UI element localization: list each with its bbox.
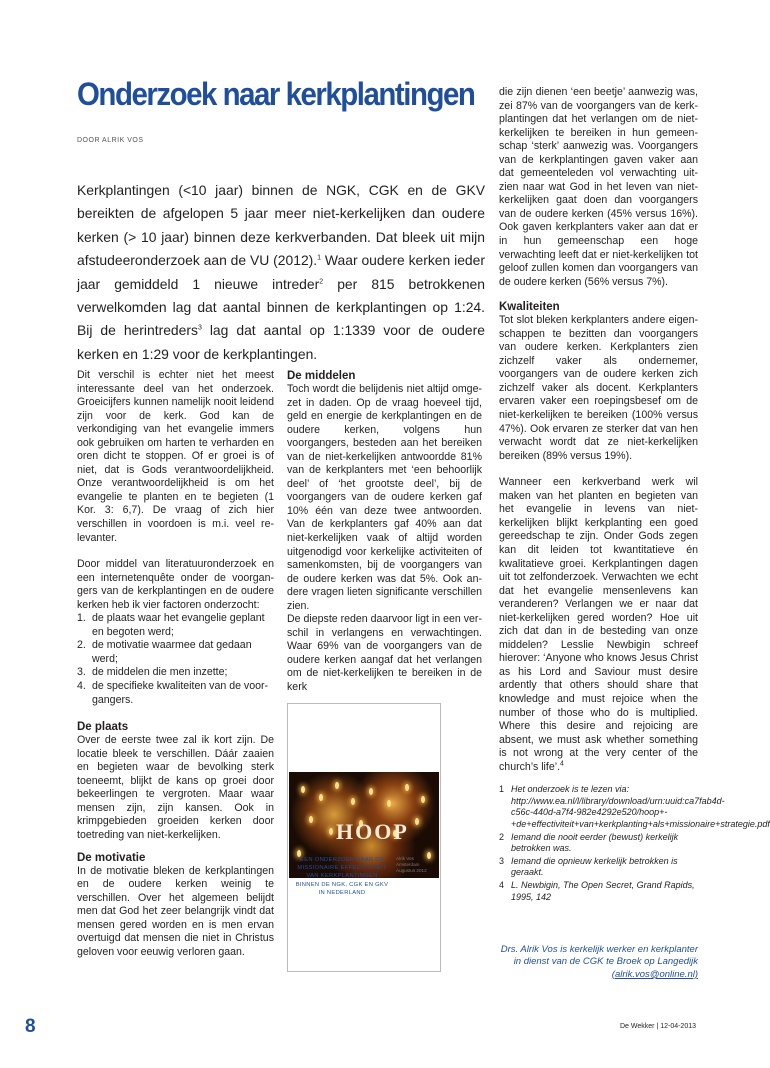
- list-item: 4. de specifieke kwaliteiten van de voorgangers.: [77, 680, 269, 706]
- book-subtitle: EEN ONDERZOEK NAAR DE MISSIONAIRE EFFECTIVITEIT VAN KERKPLANTINGEN BINNEN DE NGK, CGK EN GKV IN NEDERLAND: [295, 857, 389, 896]
- paragraph: De diepste reden daarvoor ligt in een verschil in verlangens en verwachtingen. Waar 69% van de voorgangers van de oudere kerken aangaf dat het verlangen om de niet-kerkelijken te bereiken in de kerk: [287, 613, 482, 694]
- footnote: 3 Iemand die opnieuw kerkelijk betrokken is geraakt.: [499, 855, 678, 878]
- footer: De Wekker | 12-04-2013: [620, 1023, 697, 1030]
- book-title: HOOP: [336, 819, 409, 844]
- list-item: 1. de plaats waar het evangelie geplant en begoten werd;: [77, 612, 265, 638]
- byline: DOOR ALRIK VOS: [77, 137, 144, 144]
- intro-paragraph: Kerkplantingen (<10 jaar) binnen de NGK, CGK en de GKV bereikten de afgelopen 5 jaar meer niet-kerkelijken dan oudere kerken (> 10 jaar) binnen deze kerkverbanden. Dat bleek uit mijn afstudeeronderzoek aan de VU (2012).$^1$ Waar oudere kerken ieder jaar gemiddeld 1 nieuwe intreder$^2$ per 815 betrokkenen verwelkomden lag dat aantal binnen de kerkplantingen op 1:24. Bij de herintreders$^3$ lag dat aantal op 1:1339 voor de oudere kerken en 1:29 voor de kerkplantingen.: [77, 182, 486, 362]
- heading-middelen: De middelen: [287, 370, 356, 382]
- paragraph: Wanneer een kerkverband werk wil maken van het planten en begieten van het evangelie in levens van niet-kerkelijken blijkt kerkplanting een goed gereedschap te zijn. Onder Gods zegen kan dit leiden tot kwantitatieve én kwalitatieve groei. Kerkplantingen dagen uit tot zelfonderzoek. Verwachten we echt dat het evangelie mensenlevens kan veranderen? Verlangen we er naar dat niet-kerkelijken gered worden? Hoe uit zich dat dan in de besteding van onze middelen? Lesslie Newbigin schreef hierover: ‘Anyone who knows Jesus Christ as his Lord and Saviour must desire ardently that others should share that knowledge and must rejoice when the number of those who do is multiplied. Where this desire and rejoicing are absent, we must ask whether something is not wrong at the very center of the church’s life’.$^4$: [499, 476, 699, 773]
- list-item: 2. de motivatie waarmee dat gedaan werd;: [77, 639, 252, 665]
- footnote: 2 Iemand die nooit eerder (bewust) kerkelijk betrokken was.: [499, 831, 679, 854]
- paragraph: In de motivatie bleken de kerkplantingen en de oudere kerken weinig te verschillen. Over het algemeen belijdt men dat God het zeer belangrijk vindt dat mensen gered worden en is men ervan overtuigd dat mensen die niet in Christus geloven voor eeuwig verloren gaan.: [77, 864, 274, 958]
- book-author: Alrik Vos Amsterdam Augustus 2012: [396, 856, 427, 873]
- list-item: 3. de middelen die men inzette;: [77, 666, 228, 679]
- column-1: [77, 369, 274, 959]
- factor-list: [77, 612, 274, 707]
- paragraph: Dit verschil is echter niet het meest interessante deel van het onderzoek. Groeicijfers kunnen namelijk nooit leidend zijn voor de kerk. God kan de verkondiging van het evangelie immers ook gebruiken om harten te verharden en oren dicht te stoppen. Of er groei is of niet, dat is Gods verantwoordelijkheid. Onze verantwoordelijkheid is om het evangelie te planten en te begieten (1 Kor. 3: 6,7). De vraag of zich hier verschillen in voordoen is m.i. veel relevanter.: [77, 369, 274, 544]
- paragraph: Door middel van literatuuronderzoek en een internetenquête onder de voorgangers van de kerkplantingen en de oudere kerken heb ik vier factoren onderzocht:: [77, 558, 274, 611]
- footnote: 4 L. Newbigin, The Open Secret, Grand Rapids, 1995, 142: [499, 880, 695, 902]
- author-email-link[interactable]: (alrik.vos@online.nl): [611, 968, 698, 980]
- heading-plaats: De plaats: [77, 721, 129, 734]
- footnote: 1 Het onderzoek is te lezen via: http://www.ea.nl/l/library/download/urn:uuid:ca7fab4d-c56c-440d-a7f4-982e4292e520/hoop+-+de+effectiviteit+van+kerkplanting+als+missionaire+strategie.pdf: [499, 784, 770, 830]
- book-cover-image: [287, 703, 441, 972]
- paragraph: Toch wordt die belijdenis niet altijd omgezet in daden. Op de vraag hoeveel tijd, geld en energie de kerkplantingen en de oudere kerken, volgens hun voorgangers, besteden aan het bereiken van de niet-kerkelijken antwoordde 81% van de kerkplanters met ‘een behoorlijk deel’ of ‘het grootste deel’, bij de voorgangers van de oudere kerken gaf 10% één van deze twee antwoorden. Van de kerkplanters gaf 40% aan dat niet-kerkelijken vaak of altijd worden uitgenodigd voor kerkelijke activiteiten of samenkomsten, bij de voorgangers van de oudere kerken was dat 5%. Ook andere vragen lieten significante verschillen zien.: [287, 383, 482, 612]
- paragraph: Tot slot bleken kerkplanters andere eigenschappen te bezitten dan voorgangers van oudere kerken. Kerkplanters zien zichzelf vaker als ondernemer, voorgangers van de oudere kerken zich zichzelf vaker als docent. Kerkplanters ervaren vaker een roepingsbesef om de niet-kerkelijken te bereiken (100% versus 47%). Ook ervaren ze sterker dat van hen verwacht wordt dat ze niet-kerkelijken bereiken (89% versus 19%).: [499, 314, 698, 462]
- page-number: 8: [25, 1016, 36, 1037]
- column-3: [499, 86, 770, 904]
- heading-kwaliteiten: Kwaliteiten: [499, 301, 560, 314]
- footnotes: [499, 784, 770, 903]
- paragraph: Over de eerste twee zal ik kort zijn. De locatie bleek te verschillen. Dáár zaaien en begieten waar de bevolking sterk toeneemt, blijkt de kans op groei door bekeerlingen te vergroten. Maar waar mensen zijn, zijn kansen. Ook in krimpgebieden groeiden kerken door toetreding van niet-kerkelijken.: [77, 734, 274, 841]
- heading-motivatie: De motivatie: [77, 851, 146, 864]
- paragraph: die zijn dienen ‘een beetje’ aanwezig was, zei 87% van de voorgangers van de kerkplantingen dat het verlangen om de niet-kerkelijken te bereiken in hun gemeenschap ‘sterk’ aanwezig was. Voorgangers van de kerkplantingen gaven vaker aan dat gemeenteleden vol verwachting uitzien naar wat God in het leven van niet-kerkelijken gaat doen dan voorgangers van de oudere kerken (45% versus 16%). Ook gaven kerkplanters vaker aan dat er in hun gemeenschap een hoge verwachting leeft dat er niet-kerkelijken tot geloof zullen komen dan voorgangers van de oudere kerken (56% versus 7%).: [499, 86, 698, 288]
- column-2: [287, 369, 482, 695]
- author-note: Drs. Alrik Vos is kerkelijk werker en kerkplanter in dienst van de CGK te Broek op Langedijk (alrik.vos@online.nl): [500, 944, 698, 980]
- article-title: Onderzoek naar kerkplantingen: [77, 76, 475, 112]
